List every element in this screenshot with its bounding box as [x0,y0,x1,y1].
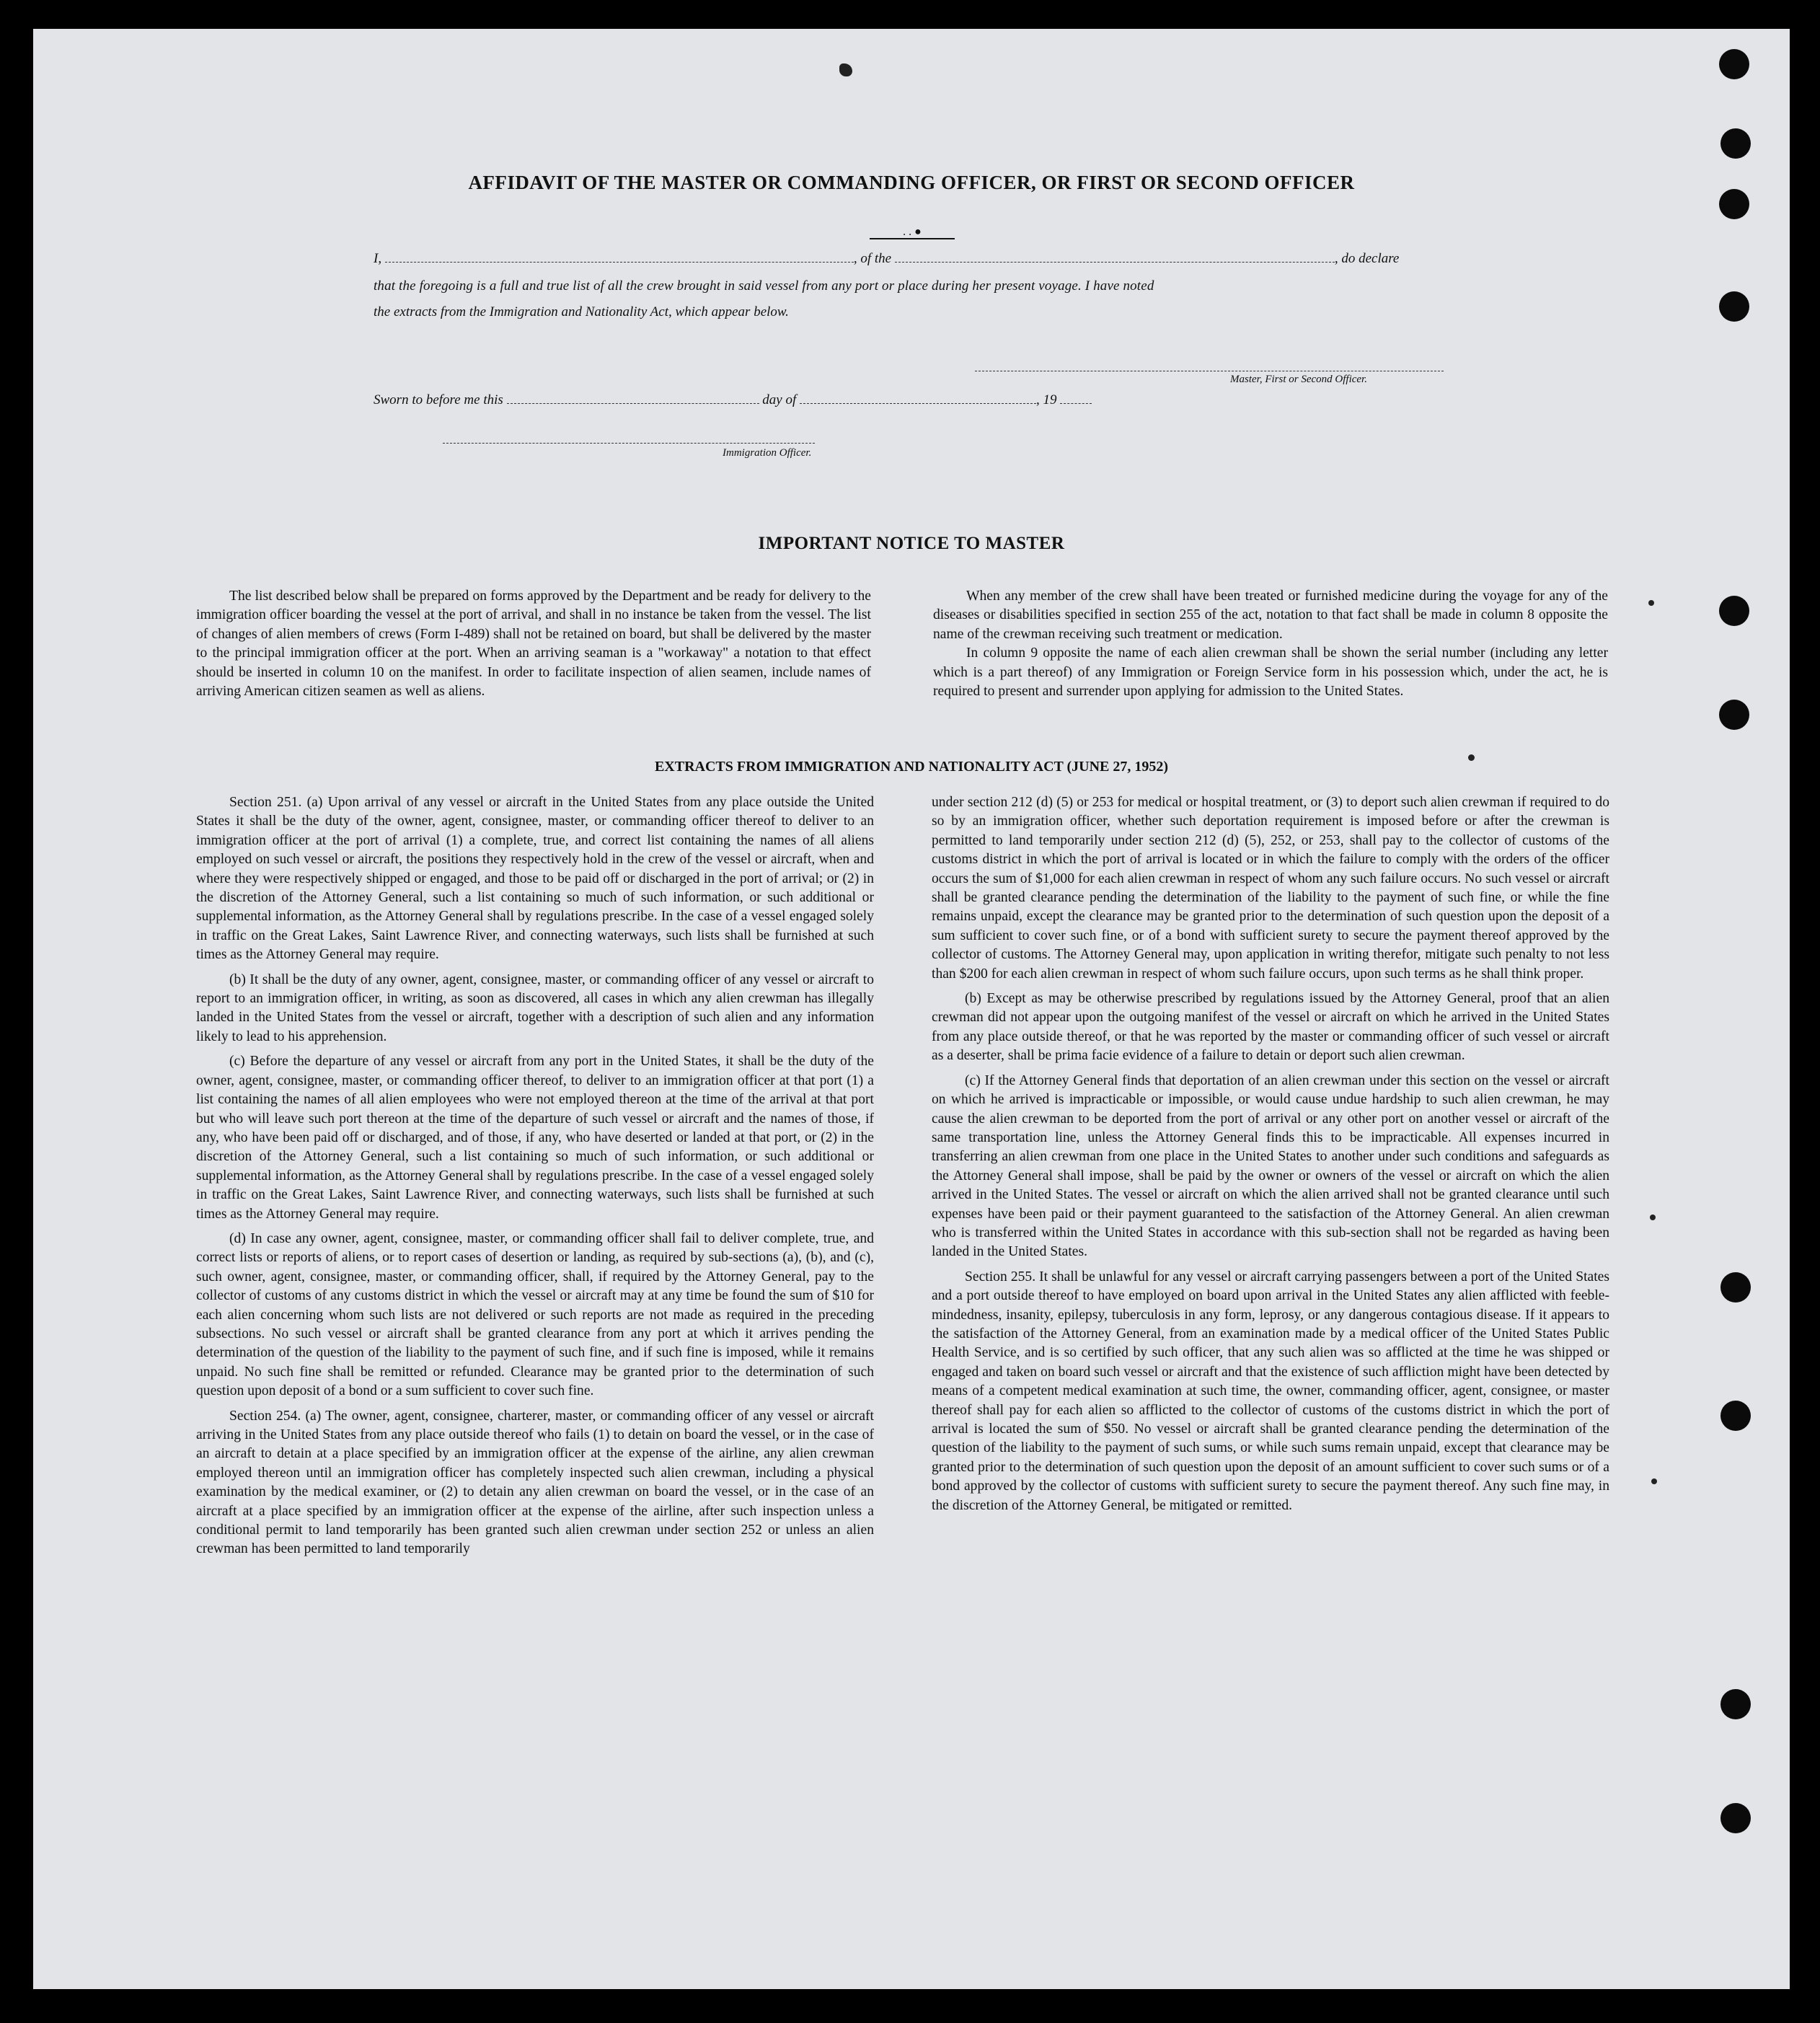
affidavit-title: AFFIDAVIT OF THE MASTER OR COMMANDING OFFICER, OR FIRST OR SECOND OFFICER [468,172,1355,193]
extracts-left-column [196,793,874,1565]
master-caption: Master, First or Second Officer. [1230,374,1367,385]
declaration-declare: , do declare [1334,251,1400,266]
vessel-field[interactable] [895,252,1335,263]
year-text: , 19 [1036,392,1057,407]
ink-speck [1651,1478,1657,1484]
day-of-text: day of [762,392,797,407]
punch-hole [1719,700,1749,730]
notice-title: IMPORTANT NOTICE TO MASTER [758,534,1065,553]
section-254-a: Section 254. (a) The owner, agent, consignee, charterer, master, or commanding officer of any vessel or aircraft arriving in the United States from any place outside thereof who fails (1) to detain on board the vessel, or in the case of an aircraft to detain at a place specified by an immigration officer at the expense of the airline, any alien crewman employed thereon until an immigration officer has completely inspected such alien crewman, including a physical examination by the medical examiner, or (2) to detain any alien crewman on board the vessel, or in the case of an aircraft at a place specified by an immigration officer at the expense of the airline, after such inspection unless a conditional permit to land temporarily has been granted such alien crewman under section 252 or unless an alien crewman has been permitted to land temporarily [196,1408,874,1557]
punch-hole [1720,1272,1751,1303]
sworn-line [374,392,1092,408]
notice-right-paragraph-1: When any member of the crew shall have been treated or furnished medicine during the voyage for any of the diseases or disabilities specified in section 255 of the act, notation to that fact shall be made in column 8 opposite the name of the crewman receiving such treatment or medication. [933,589,1608,642]
section-254-c: (c) If the Attorney General finds that deportation of an alien crewman under this section on the vessel or aircraft on which he arrived is impracticable or impossible, or would cause undue hardship to such alien crewman, he may cause the alien crewman to be deported from the port of arrival or any other port on another vessel or aircraft of the same transportation line, unless the Attorney General finds this to be impracticable. All expenses incurred in transferring an alien crewman from one place in the United States to another under such conditions and safeguards as the Attorney General shall impose, shall be paid by the owner or owners of the vessel or aircraft on which the alien arrived in the United States. The vessel or aircraft on which the alien arrived shall not be granted clearance until such expenses have been paid or their payment guaranteed to the satisfaction of the Attorney General. An alien crewman who is transferred within the United States in accordance with this sub-section shall not be regarded as having been landed in the United States. [932,1072,1609,1260]
notice-left-column [196,587,871,707]
punch-hole [1720,128,1751,159]
ink-speck [839,63,852,76]
punch-hole [1720,1803,1751,1833]
section-254-a-continued: under section 212 (d) (5) or 253 for medical or hospital treatment, or (3) to deport such alien crewman if required to do so by an immigration officer, whether such deportation requirement is imposed before or after the crewman is permitted to land temporarily under section 212 (d) (5), 252, or 253, shall pay to the collector of customs of the customs district in which the port of arrival is located or in which the failure to comply with the orders of the officer occurs the sum of $1,000 for each alien crewman in respect of whom any such failure occurs. No such vessel or aircraft shall be granted clearance pending the determination of the liability to the payment of such fine, or while the fine remains unpaid, except the clearance may be granted prior to the determination of such question upon the deposit of a sum sufficient to cover such fine, or of a bond with sufficient surety to secure the payment thereof approved by the collector of customs. The Attorney General may, upon application in writing therefor, mitigate such penalty to not less than $200 for each alien crewman in respect of whom such failure occurs, upon such terms as he shall think proper. [932,795,1609,982]
sworn-text: Sworn to before me this [374,392,503,407]
notice-left-paragraph: The list described below shall be prepared on forms approved by the Department and be ready for delivery to the immigration officer boarding the vessel at the port of arrival, and shall in no instance be taken from the vessel. The list of changes of alien members of crews (Form I-489) shall not be retained on board, but shall be delivered by the master to the principal immigration officer at the port. When an arriving seaman is a "workaway" a notation to that effect should be inserted in column 10 on the manifest. In order to facilitate inspection of alien seamen, include names of arriving American citizen seamen as well as aliens. [196,589,871,700]
section-251-d: (d) In case any owner, agent, consignee, master, or commanding officer shall fail to deliver complete, true, and correct lists or reports of aliens, or to report cases of desertion or landing, as required by sub-sections (a), (b), and (c), such owner, agent, consignee, master, or commanding officer, shall, if required by the Attorney General, pay to the collector of customs of any customs district in which the vessel or aircraft may at any time be found the sum of $10 for each alien concerning whom such lists are not delivered or such reports are not made as required in the preceding subsections. No such vessel or aircraft shall be granted clearance from any port at which it arrives pending the determination of the question of the liability to the payment of such fine, and if such fine is imposed, while it remains unpaid. No such fine shall be remitted or refunded. Clearance may be granted prior to the determination of such question upon deposit of a bond or a sum sufficient to cover such fine. [196,1230,874,1399]
section-251-c: (c) Before the departure of any vessel or aircraft from any port in the United States, it shall be the duty of the owner, agent, consignee, master, or commanding officer thereof, to deliver to an immigration officer at that port (1) a list containing the names of all alien employees who were not employed thereon at the time of the arrival at that port but who will leave such port thereon at the time of the departure of such vessel or aircraft and the names of those, if any, who have been paid off or discharged, and of those, if any, who have deserted or landed at that port, or (2) in the discretion of the Attorney General, such a list containing so much of such information, or such additional or supplemental information, as the Attorney General shall by regulations prescribe. In the case of a vessel engaged solely in traffic on the Great Lakes, Saint Lawrence River, and connecting waterways, such lists shall be furnished at such times as the Attorney General may require. [196,1054,874,1222]
declaration-text-2: that the foregoing is a full and true list of all the crew brought in said vessel from any port or place during her present voyage. I have noted [374,278,1154,294]
officer-caption: Immigration Officer. [723,447,812,459]
punch-hole [1719,596,1749,626]
extracts-right-column [932,793,1609,1521]
notice-right-column [933,587,1608,707]
section-251-a: Section 251. (a) Upon arrival of any vessel or aircraft in the United States from any place outside the United States it shall be the duty of the owner, agent, consignee, master, or commanding officer thereof to deliver to an immigration officer at the port of arrival (1) a complete, true, and correct list containing the names of all aliens employed on such vessel or aircraft, the positions they respectively hold in the crew of the vessel or aircraft, when and where they were respectively shipped or engaged, and those to be paid off or discharged in the port of arrival; or (2) in the discretion of the Attorney General, such a list containing so much of such information, or such additional or supplemental information, as the Attorney General shall by regulations prescribe. In the case of a vessel engaged solely in traffic on the Great Lakes, Saint Lawrence River, and connecting waterways, such lists shall be furnished at such times as the Attorney General may require. [196,795,874,963]
section-251-b: (b) It shall be the duty of any owner, agent, consignee, master, or commanding officer of any vessel or aircraft to report to an immigration officer, in writing, as soon as discovered, all cases in which any alien crewman has illegally landed in the United States from the vessel or aircraft, together with a description of such alien and any information likely to lead to his apprehension. [196,971,874,1044]
sworn-month-field[interactable] [800,393,1036,404]
document-page [33,29,1790,1989]
punch-hole [1720,1689,1751,1719]
punch-hole [1720,1401,1751,1431]
punch-hole [1719,291,1749,322]
officer-signature-line[interactable] [443,443,815,444]
name-field[interactable] [385,252,854,263]
sworn-year-field[interactable] [1060,393,1092,404]
title-underline: . . ● [870,229,955,239]
ink-speck [1648,600,1654,606]
declaration-i: I, [374,251,382,266]
declaration-line [374,251,1399,267]
declaration-of-the: , of the [853,251,892,266]
ink-speck [1650,1215,1656,1220]
notice-right-paragraph-2: In column 9 opposite the name of each alien crewman shall be shown the serial number (including any letter which is a part thereof) of any Immigration or Foreign Service form in his possession which, under the act, he is required to present and surrender upon applying for admission to the United States. [933,645,1608,700]
section-255: Section 255. It shall be unlawful for any vessel or aircraft carrying passengers between a port of the United States and a port outside thereof to have employed on board upon arrival in the United States any alien afflicted with feeble-mindedness, insanity, epilepsy, tuberculosis in any form, leprosy, or any dangerous contagious disease. If it appears to the satisfaction of the Attorney General, from an examination made by a medical officer of the United States Public Health Service, and is so certified by such officer, that any such alien was so afflicted at the time he was shipped or engaged and taken on board such vessel or aircraft and that the existence of such affliction might have been detected by means of a competent medical examination at such time, the owner, commanding officer, agent, consignee, or master thereof shall pay for each alien so afflicted to the collector of customs of the customs district in which the port of arrival is located the sum of $50. No vessel or aircraft shall be granted clearance pending the determination of the question of the liability to the payment of such sums, or while such sums remain unpaid, except that clearance may be granted prior to the determination of such question upon the deposit of an amount sufficient to cover such sums or of a bond approved by the collector of customs with sufficient surety to secure the payment thereof. Any such fine may, in the discretion of the Attorney General, be mitigated or remitted. [932,1269,1609,1513]
section-254-b: (b) Except as may be otherwise prescribed by regulations issued by the Attorney General, proof that an alien crewman did not appear upon the outgoing manifest of the vessel or aircraft on which he arrived in the United States from any place outside thereof, or that he was reported by the master or commanding officer of such vessel or aircraft as a deserter, shall be prima facie evidence of a failure to detain or deport such alien crewman. [932,991,1609,1064]
punch-hole [1719,49,1749,79]
sworn-day-field[interactable] [507,393,759,404]
declaration-text-3: the extracts from the Immigration and Nationality Act, which appear below. [374,304,789,319]
extracts-title: EXTRACTS FROM IMMIGRATION AND NATIONALITY ACT (JUNE 27, 1952) [654,759,1169,775]
